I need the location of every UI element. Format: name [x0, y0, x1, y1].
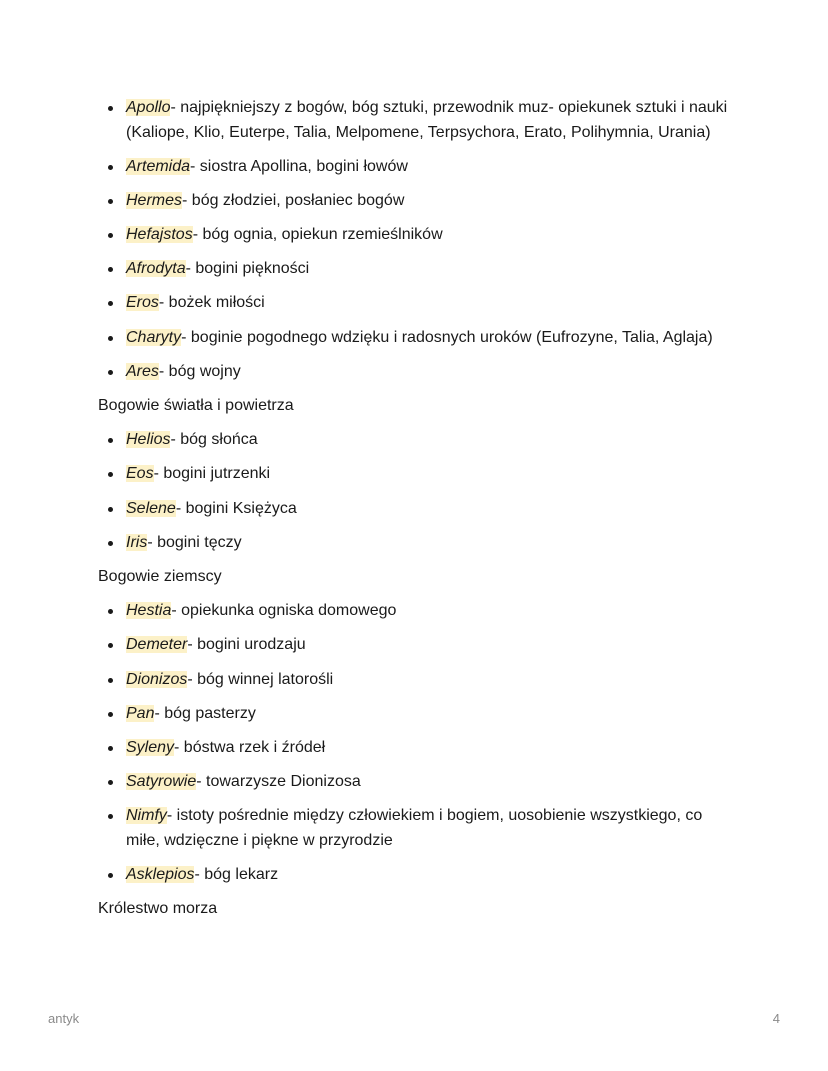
list-item [98, 668, 738, 693]
god-name: Hermes [126, 191, 183, 209]
list-item [98, 804, 738, 853]
god-description: - bóg złodziei, posłaniec bogów [182, 191, 405, 209]
god-description: - boginie pogodnego wdzięku i radosnych uroków (Eufrozyne, Talia, Aglaja) [181, 328, 713, 346]
god-name: Ares [126, 362, 159, 380]
god-description: - bóg lekarz [194, 865, 279, 883]
god-description: - opiekunka ogniska domowego [171, 602, 397, 620]
god-description: - bóg wojny [158, 362, 241, 380]
god-name: Pan [126, 704, 155, 722]
god-description: - istoty pośrednie między człowiekiem i bogiem, uosobienie wszystkiego, co miłe, wdzięczne i piękne w przyrodzie [126, 807, 703, 849]
list-item [98, 291, 738, 316]
god-description: - bóstwa rzek i źródeł [174, 738, 326, 756]
section-heading-earth: Bogowie ziemscy [98, 567, 222, 585]
god-name: Helios [126, 431, 171, 449]
god-description: - siostra Apollina, bogini łowów [190, 157, 408, 175]
list-item [98, 599, 738, 624]
god-name: Hestia [126, 602, 172, 620]
god-name: Satyrowie [126, 773, 197, 791]
god-description: - bożek miłości [158, 294, 265, 312]
god-name: Dionizos [126, 670, 188, 688]
god-description: - bogini piękności [185, 260, 310, 278]
footer-document-title: antyk [48, 1011, 80, 1026]
list-item [98, 155, 738, 180]
list-item [98, 497, 738, 522]
god-name: Asklepios [126, 865, 195, 883]
god-name: Demeter [126, 636, 188, 654]
god-name: Hefajstos [126, 226, 193, 244]
god-description: - towarzysze Dionizosa [196, 773, 361, 791]
section-heading-light-air: Bogowie światła i powietrza [98, 397, 294, 414]
list-item [98, 462, 738, 487]
list-item [98, 223, 738, 248]
god-name: Nimfy [126, 807, 167, 825]
page-content [98, 96, 738, 931]
god-description: - najpiękniejszy z bogów, bóg sztuki, przewodnik muz- opiekunek sztuki i nauki (Kaliope, Klio, Euterpe, Talia, Melpomene, Terpsychora, Erato, Polihymnia, Urania) [126, 99, 728, 141]
section-heading-sea: Królestwo morza [98, 900, 218, 918]
list-item [98, 189, 738, 214]
god-name: Eros [126, 294, 159, 312]
list-item [98, 428, 738, 453]
god-name: Eos [126, 465, 154, 483]
god-name: Afrodyta [126, 260, 186, 278]
list-item [98, 633, 738, 658]
list-item [98, 702, 738, 727]
god-description: - bóg słońca [170, 431, 258, 449]
god-name: Iris [126, 533, 148, 551]
god-name: Charyty [126, 328, 182, 346]
list-item [98, 96, 738, 145]
list-item [98, 736, 738, 761]
god-description: - bogini jutrzenki [153, 465, 271, 483]
god-description: - bogini Księżyca [175, 499, 297, 517]
god-description: - bóg winnej latorośli [187, 670, 334, 688]
god-description: - bóg ognia, opiekun rzemieślników [192, 226, 443, 244]
god-description: - bogini tęczy [147, 533, 242, 551]
god-description: - bogini urodzaju [187, 636, 306, 654]
god-description: - bóg pasterzy [154, 704, 256, 722]
god-name: Apollo [126, 99, 171, 116]
list-item [98, 531, 738, 556]
footer-page-number: 4 [772, 1011, 780, 1026]
god-name: Selene [126, 499, 176, 517]
god-name: Artemida [126, 157, 191, 175]
god-name: Syleny [126, 738, 175, 756]
list-olympian-gods [98, 96, 738, 384]
list-item [98, 257, 738, 282]
list-light-air-gods [98, 428, 738, 555]
list-item [98, 863, 738, 888]
list-earth-gods [98, 599, 738, 887]
list-item [98, 326, 738, 351]
list-item [98, 360, 738, 385]
list-item [98, 770, 738, 795]
